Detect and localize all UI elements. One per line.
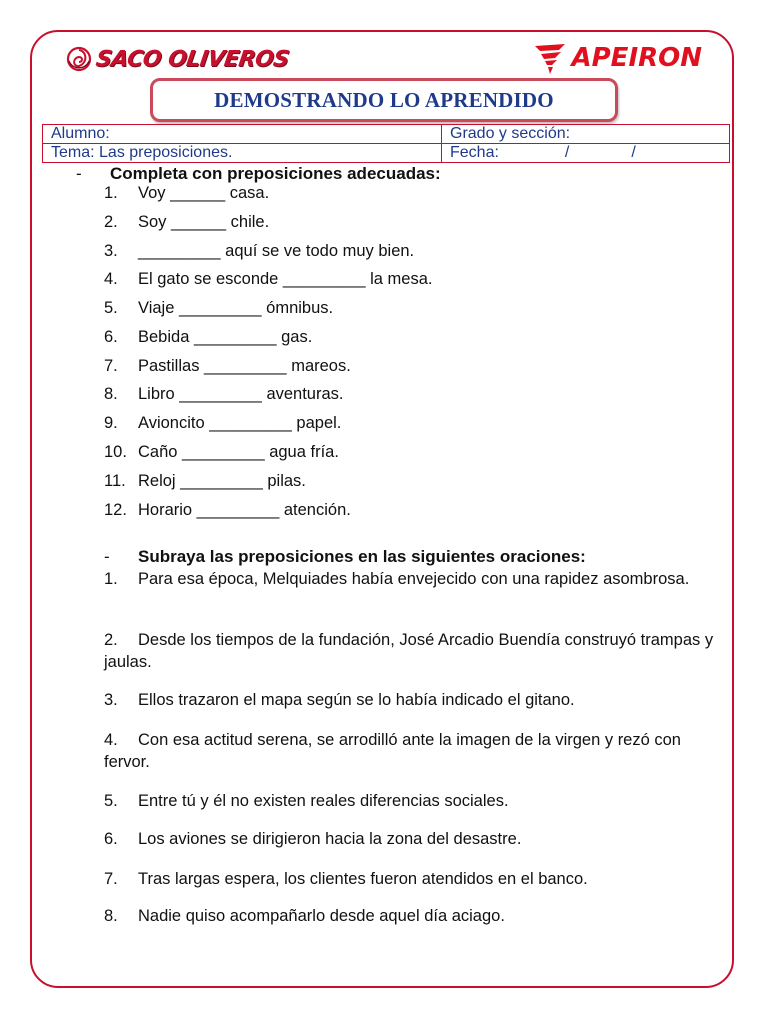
item-number: 1. [104, 184, 118, 202]
logo-right-text: APEIRON [571, 43, 702, 73]
sentence-item-6[interactable] [104, 828, 729, 850]
sentence-item-5[interactable] [104, 790, 729, 812]
sentence-text: Nadie quiso acompañarlo desde aquel día aciago. [138, 907, 505, 925]
section1-instruction [76, 164, 676, 184]
sentence-number: 1. [104, 570, 118, 588]
swirl-icon [66, 46, 92, 72]
tornado-icon [532, 40, 568, 76]
item-text: Pastillas _________ mareos. [138, 357, 351, 375]
sentence-item-1[interactable] [104, 568, 729, 590]
sentence-text: Tras largas espera, los clientes fueron atendidos en el banco. [138, 870, 588, 888]
sentence-number: 6. [104, 830, 118, 848]
item-number: 6. [104, 328, 118, 346]
item-number: 12. [104, 501, 127, 519]
item-text: Soy ______ chile. [138, 213, 270, 231]
sentence-text: Los aviones se dirigieron hacia la zona del desastre. [138, 830, 522, 848]
saco-oliveros-logo [66, 40, 289, 78]
item-number: 5. [104, 299, 118, 317]
date-slash-1: / [564, 144, 570, 161]
item-text: Caño _________ agua fría. [138, 443, 339, 461]
item-text: Libro _________ aventuras. [138, 385, 344, 403]
section2-instruction-text: Subraya las preposiciones en las siguientes oraciones: [138, 547, 586, 566]
item-number: 11. [104, 472, 126, 490]
sentence-item-8[interactable] [104, 905, 729, 927]
date-slash-2: / [631, 144, 636, 161]
item-text: Reloj _________ pilas. [138, 472, 306, 490]
section2-instruction [104, 547, 704, 567]
page-title: DEMOSTRANDO LO APRENDIDO [214, 87, 554, 112]
grado-seccion-field[interactable]: Grado y sección: [442, 125, 730, 144]
item-text: El gato se esconde _________ la mesa. [138, 270, 433, 288]
sentence-number: 3. [104, 691, 118, 709]
item-text: Voy ______ casa. [138, 184, 270, 202]
sentence-number: 4. [104, 731, 118, 749]
section1-instruction-text: Completa con preposiciones adecuadas: [110, 164, 441, 183]
sentence-item-4[interactable] [104, 729, 729, 773]
alumno-field[interactable]: Alumno: [43, 125, 442, 144]
tema-label: Tema: Las preposiciones. [43, 144, 442, 163]
info-row-2 [43, 144, 730, 163]
apeiron-logo [532, 38, 703, 78]
section2-bullet: - [104, 547, 110, 566]
item-number: 9. [104, 414, 118, 432]
fecha-label: Fecha: [450, 144, 499, 161]
item-text: Viaje _________ ómnibus. [138, 299, 334, 317]
item-number: 2. [104, 213, 118, 231]
sentence-text: Desde los tiempos de la fundación, José Arcadio Buendía construyó trampas y jaulas. [104, 631, 714, 671]
sentence-text: Ellos trazaron el mapa según se lo había indicado el gitano. [138, 691, 575, 709]
item-text: Avioncito _________ papel. [138, 414, 342, 432]
item-text: Horario _________ atención. [138, 501, 351, 519]
item-number: 7. [104, 357, 118, 375]
item-number: 10. [104, 443, 127, 461]
item-number: 4. [104, 270, 118, 288]
sentence-item-2[interactable] [104, 629, 729, 673]
title-box [150, 78, 618, 122]
section1-bullet: - [76, 164, 82, 183]
student-info-table [42, 124, 730, 163]
fecha-field[interactable] [442, 144, 730, 163]
sentence-item-7[interactable] [104, 868, 729, 890]
sentence-text: Con esa actitud serena, se arrodilló ante la imagen de la virgen y rezó con fervor. [104, 731, 681, 771]
sentence-text: Entre tú y él no existen reales diferencias sociales. [138, 792, 509, 810]
sentence-number: 2. [104, 631, 118, 649]
item-text: Bebida _________ gas. [138, 328, 313, 346]
sentence-text: Para esa época, Melquiades había envejecido con una rapidez asombrosa. [138, 570, 690, 588]
sentence-number: 5. [104, 792, 118, 810]
logo-left-text: SACO OLIVEROS [94, 46, 291, 72]
item-number: 8. [104, 385, 118, 403]
sentence-number: 8. [104, 907, 118, 925]
item-number: 3. [104, 242, 118, 260]
info-row-1 [43, 125, 730, 144]
item-text: _________ aquí se ve todo muy bien. [138, 242, 415, 260]
sentence-item-3[interactable] [104, 689, 729, 711]
sentence-number: 7. [104, 870, 118, 888]
